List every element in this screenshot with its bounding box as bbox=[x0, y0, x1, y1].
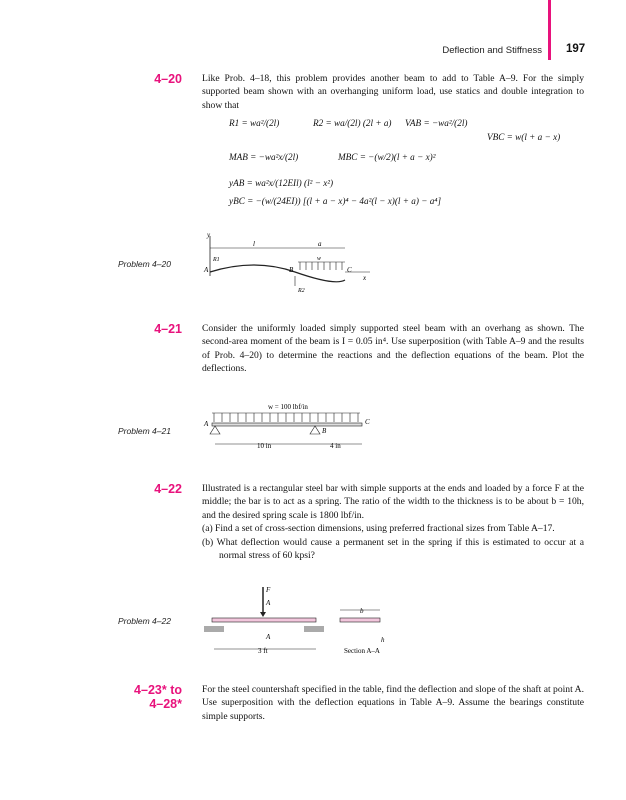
dim-b-label: b bbox=[360, 607, 364, 615]
steel-bar bbox=[212, 618, 316, 622]
support-b bbox=[310, 426, 320, 434]
w-label: w bbox=[317, 256, 322, 262]
eq-mab: MAB = −wa²x/(2l) bbox=[229, 152, 299, 162]
dim-l-label: l bbox=[253, 240, 255, 248]
support-a bbox=[210, 426, 220, 434]
span-label: 3 ft bbox=[258, 647, 268, 655]
support-left bbox=[204, 626, 224, 632]
problem-4-20-text bbox=[202, 72, 584, 112]
r1-label: R1 bbox=[213, 257, 220, 263]
uniform-load-arrows bbox=[212, 413, 360, 422]
problem-4-20-statement: Like Prob. 4–18, this problem provides another beam to add to Table A–9. For the simply supported beam shown with an overhanging uniform load, use statics and double integration to show that bbox=[202, 73, 584, 111]
figure-label-4-21: Problem 4–21 bbox=[118, 426, 171, 436]
r2-label: R2 bbox=[298, 288, 305, 294]
problem-4-23-statement: For the steel countershaft specified in the table, find the deflection and slope of the shaft at point A. Use superposition with the deflection equations in Table A–9. Assume the bearings constitute simple supports. bbox=[202, 684, 584, 722]
figure-4-21 bbox=[200, 400, 380, 455]
point-b-label: B bbox=[289, 266, 294, 274]
force-f-label: F bbox=[266, 586, 271, 594]
point-c-label: C bbox=[347, 266, 352, 274]
problem-4-22-parts bbox=[202, 522, 584, 562]
beam bbox=[212, 423, 362, 426]
page-number: 197 bbox=[566, 43, 586, 55]
point-b-label: B bbox=[322, 427, 327, 435]
problem-number-4-28: 4–28* bbox=[149, 697, 182, 711]
problem-number-4-20: 4–20 bbox=[154, 72, 182, 86]
part-a: (a) Find a set of cross-section dimensions, using preferred fractional sizes from Table A–17. bbox=[202, 523, 555, 535]
figure-4-20 bbox=[195, 228, 385, 298]
load-label: w = 100 lbf/in bbox=[268, 403, 308, 411]
problem-number-4-21: 4–21 bbox=[154, 322, 182, 336]
figure-label-4-22: Problem 4–22 bbox=[118, 616, 171, 626]
problem-4-22-text bbox=[202, 482, 584, 562]
force-arrowhead bbox=[260, 612, 266, 617]
figure-label-4-20: Problem 4–20 bbox=[118, 259, 171, 269]
eq-mbc: MBC = −(w/2)(l + a − x)² bbox=[338, 152, 436, 162]
span2-label: 4 in bbox=[330, 442, 341, 450]
problem-4-21-statement: Consider the uniformly loaded simply supported steel beam with an overhang as shown. The second-area moment of the beam is I = 0.05 in⁴. Use superposition (with Table A–9 and the results of Prob. 4–20) to determine the reactions and the deflection equations of the beam. Plot the deflections. bbox=[202, 323, 584, 375]
eq-yab: yAB = wa²x/(12EIl) (l² − x²) bbox=[229, 178, 334, 188]
eq-vab: VAB = −wa²/(2l) bbox=[405, 118, 468, 128]
support-right bbox=[304, 626, 324, 632]
span1-label: 10 in bbox=[257, 442, 272, 450]
cross-section bbox=[340, 618, 380, 622]
section-caption: Section A–A bbox=[344, 647, 380, 655]
eq-ybc: yBC = −(w/(24EI)) [(l + a − x)⁴ − 4a²(l − x)(l + a) − a⁴] bbox=[229, 196, 442, 206]
section-a-top: A bbox=[266, 599, 271, 607]
section-a-bottom: A bbox=[266, 633, 271, 641]
figure-4-22 bbox=[200, 585, 400, 660]
chapter-title: Deflection and Stiffness bbox=[442, 45, 542, 56]
problem-4-22-statement: Illustrated is a rectangular steel bar with simple supports at the ends and loaded by a force F at the middle; the bar is to act as a spring. The ratio of the width to the thickness is to be about b = 10h, and the desired spring scale is 1800 lbf/in. bbox=[202, 483, 584, 521]
eq-r2: R2 = wa/(2l) (2l + a) bbox=[313, 118, 392, 128]
problem-number-4-22: 4–22 bbox=[154, 482, 182, 496]
distributed-load-arrows bbox=[298, 262, 345, 270]
dim-h-label: h bbox=[381, 636, 385, 644]
x-axis-label: x bbox=[363, 274, 367, 282]
problem-4-21-text bbox=[202, 322, 584, 376]
eq-vbc: VBC = w(l + a − x) bbox=[487, 132, 561, 142]
problem-4-23-text bbox=[202, 683, 584, 723]
part-b: (b) What deflection would cause a permanent set in the spring if this is estimated to occur at a normal stress of 60 kpsi? bbox=[202, 536, 584, 562]
dim-a-label: a bbox=[318, 240, 322, 248]
deflected-beam bbox=[210, 265, 345, 282]
running-header bbox=[0, 45, 626, 61]
y-axis-label: y bbox=[207, 231, 211, 239]
problem-number-4-23: 4–23* to bbox=[134, 683, 182, 697]
point-a-label: A bbox=[204, 266, 209, 274]
point-a-label: A bbox=[204, 420, 209, 428]
eq-r1: R1 = wa²/(2l) bbox=[229, 118, 280, 128]
point-c-label: C bbox=[365, 418, 370, 426]
